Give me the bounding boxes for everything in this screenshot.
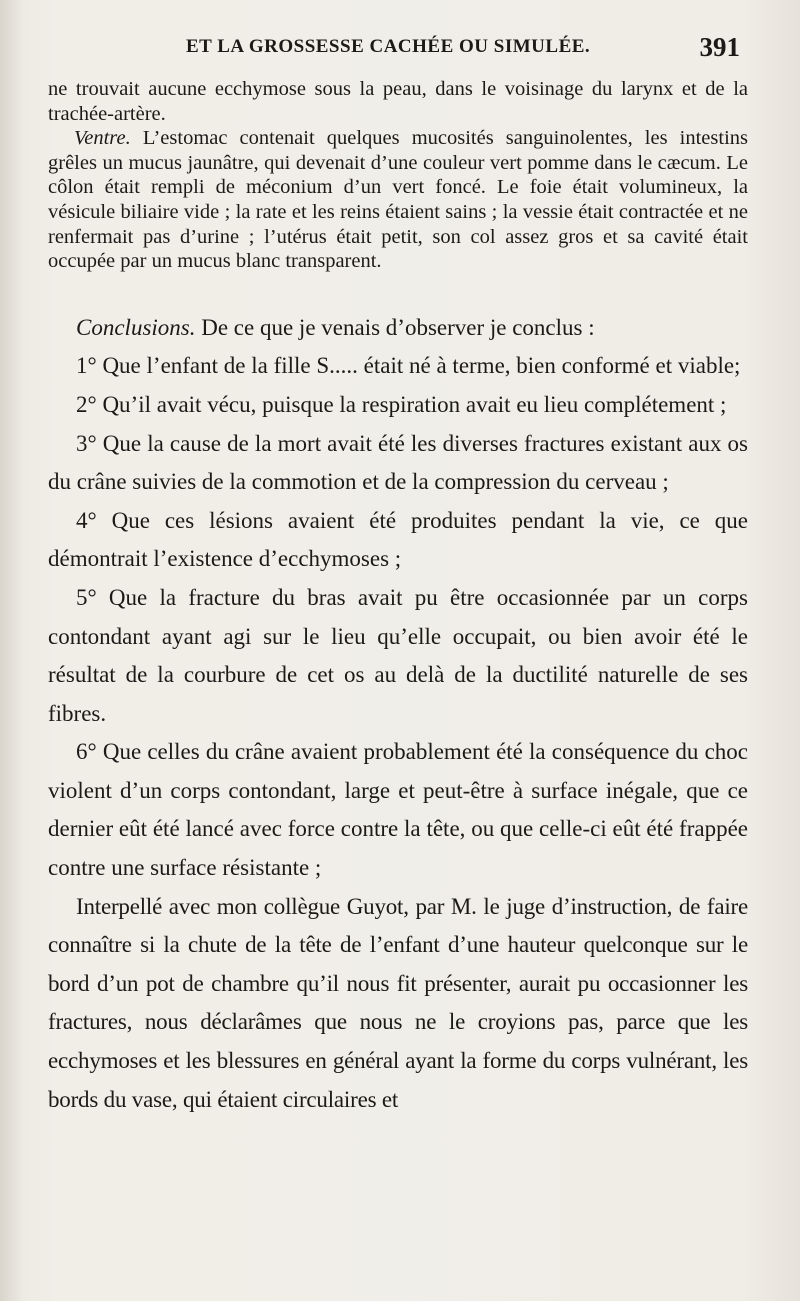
body-text — [48, 77, 748, 1119]
conclusions-intro — [48, 309, 748, 348]
conclusion-2: 2° Qu’il avait vécu, puisque la respiration avait eu lieu complétement ; — [76, 391, 727, 417]
ventre-label: Ventre. — [74, 127, 131, 150]
conclusion-3: 3° Que la cause de la mort avait été les diverses fractures existant aux os du crâne suivies de la commotion et de la compression du cerveau ; — [48, 430, 748, 495]
page-header — [48, 32, 740, 72]
conclusions-intro-text: De ce que je venais d’observer je conclus : — [195, 314, 595, 340]
running-title: ET LA GROSSESSE CACHÉE OU SIMULÉE. — [186, 36, 591, 57]
paragraph-interpelle: Interpellé avec mon collègue Guyot, par M. le juge d’instruction, de faire connaître si la chute de la tête de l’enfant d’une hauteur quelconque sur le bord d’un pot de chambre qu’il nous fit présenter, aurait pu occasionner les fractures, nous déclarâmes que nous ne le croyions pas, parce que les ecchymoses et les blessures en général ayant la forme du corps vulnérant, les bords du vase, qui étaient circulaires et — [48, 893, 748, 1112]
conclusion-4: 4° Que ces lésions avaient été produites pendant la vie, ce que démontrait l’existence d’ecchymoses ; — [48, 507, 748, 572]
conclusion-1: 1° Que l’enfant de la fille S..... était né à terme, bien conformé et viable; — [76, 353, 741, 379]
paragraph-ventre — [48, 126, 748, 274]
conclusion-6: 6° Que celles du crâne avaient probablement été la conséquence du choc violent d’un corps contondant, large et peut-être à surface inégale, que ce dernier eût été lancé avec force contre la tête, ou que celle-ci eût été frappée contre une surface résistante ; — [48, 739, 748, 881]
conclusion-5: 5° Que la fracture du bras avait pu être occasionnée par un corps contondant ayant agi sur le lieu qu’elle occupait, ou bien avoir été le résultat de la courbure de cet os au delà de la ductilité naturelle de ses fibres. — [48, 584, 748, 726]
page-number: 391 — [699, 32, 740, 62]
paragraph-larynx-text: ne trouvait aucune ecchymose sous la peau, dans le voisinage du larynx et de la trachée-artère. — [48, 78, 748, 125]
conclusions-label: Conclusions. — [76, 314, 196, 340]
paragraph-larynx — [48, 77, 748, 126]
paragraph-ventre-text: L’estomac contenait quelques mucosités sanguinolentes, les intestins grêles un mucus jaunâtre, qui devenait d’une couleur vert pomme dans le cæcum. Le côlon était rempli de méconium d’un vert foncé. Le foie était volumineux, la vésicule biliaire vide ; la rate et les reins étaient sains ; la vessie était contractée et ne renfermait pas d’urine ; l’utérus était petit, son col assez gros et sa cavité était occupée par un mucus blanc transparent. — [48, 127, 748, 273]
